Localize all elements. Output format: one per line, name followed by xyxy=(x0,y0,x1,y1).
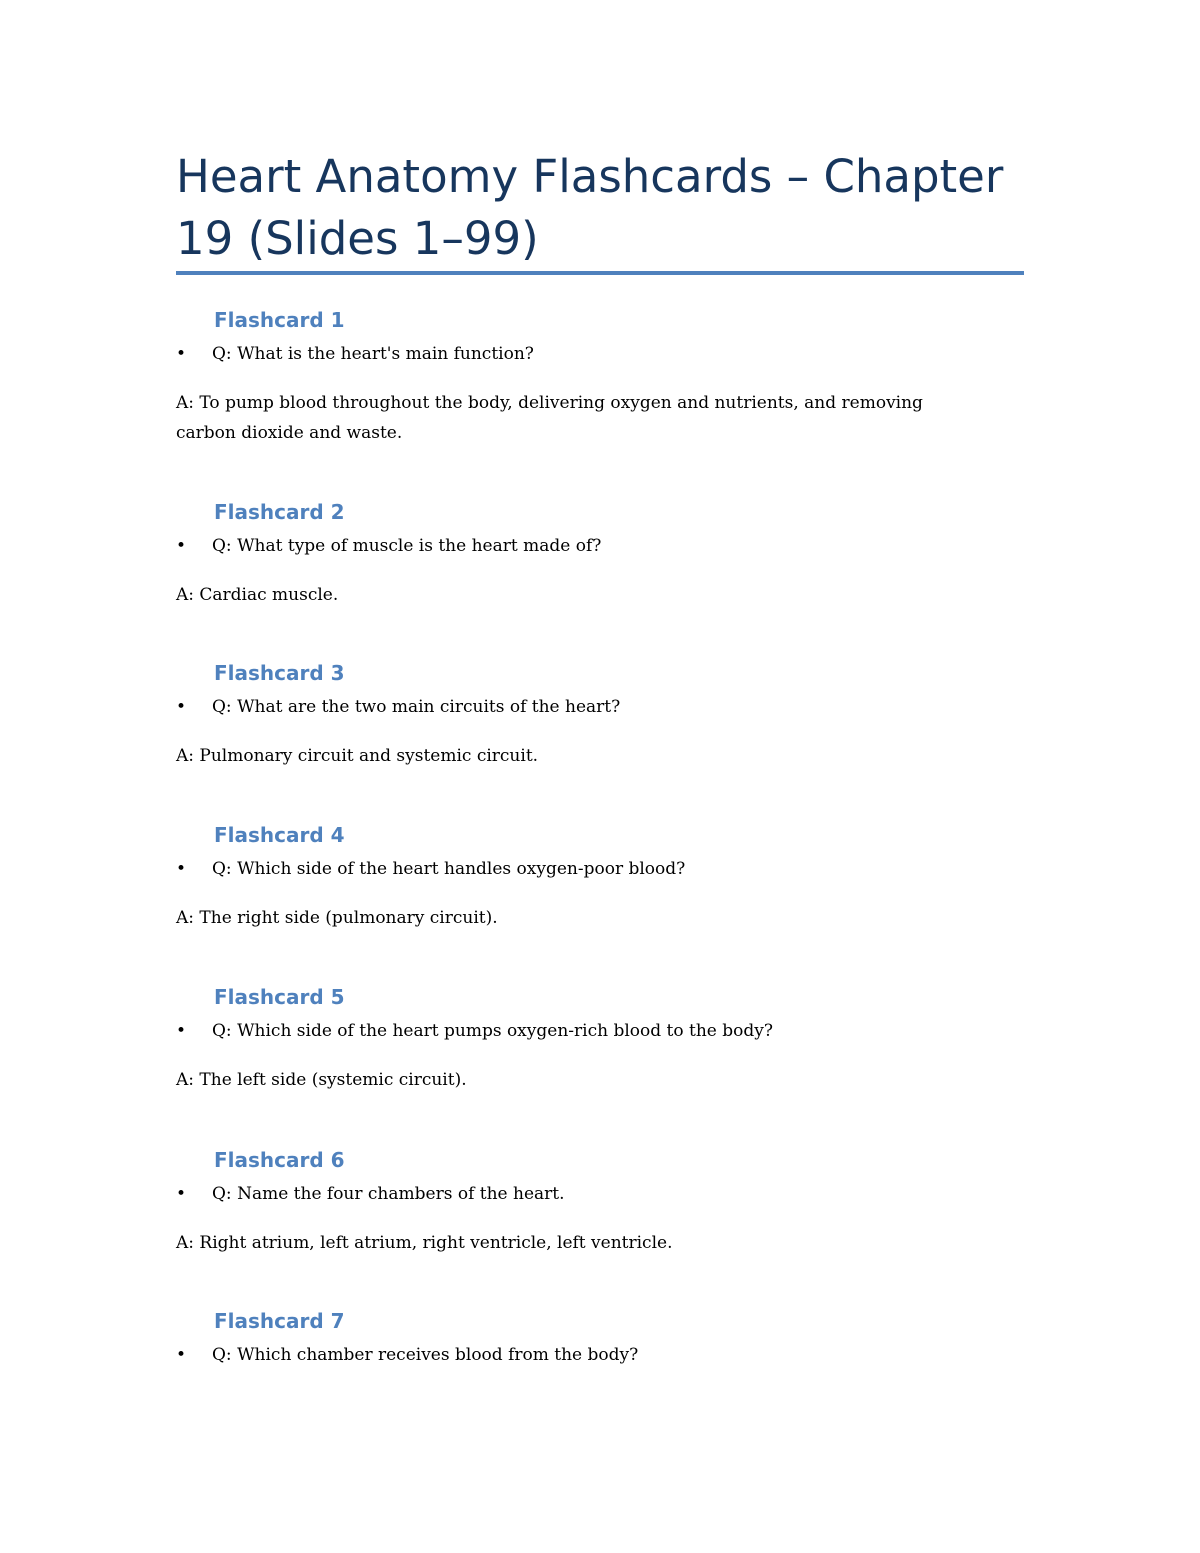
question-text: Q: Which side of the heart pumps oxygen-rich blood to the body? xyxy=(212,1021,773,1041)
flashcard-answer: A: Right atrium, left atrium, right ventricle, left ventricle. xyxy=(176,1233,673,1253)
question-text: Q: What is the heart's main function? xyxy=(212,344,534,364)
bullet-icon: • xyxy=(176,859,187,879)
question-text: Q: Which side of the heart handles oxygen-poor blood? xyxy=(212,859,686,879)
flashcard-heading: Flashcard 5 xyxy=(214,985,345,1009)
question-text: Q: What type of muscle is the heart made of? xyxy=(212,536,602,556)
flashcard-answer: A: Pulmonary circuit and systemic circuit. xyxy=(176,746,539,766)
bullet-icon: • xyxy=(176,1184,187,1204)
question-text: Q: Name the four chambers of the heart. xyxy=(212,1184,565,1204)
title-underline-divider xyxy=(176,271,1024,275)
flashcard-heading: Flashcard 1 xyxy=(214,308,345,332)
bullet-icon: • xyxy=(176,344,187,364)
bullet-icon: • xyxy=(176,1021,187,1041)
flashcard-heading: Flashcard 7 xyxy=(214,1309,345,1333)
bullet-icon: • xyxy=(176,536,187,556)
document-title: Heart Anatomy Flashcards – Chapter 19 (Slides 1–99) xyxy=(176,150,1004,265)
flashcard-heading: Flashcard 4 xyxy=(214,823,345,847)
flashcard-answer: A: To pump blood throughout the body, delivering oxygen and nutrients, and removing carbon dioxide and waste. xyxy=(176,393,923,443)
flashcard-heading: Flashcard 3 xyxy=(214,661,345,685)
flashcard-answer: A: Cardiac muscle. xyxy=(176,585,339,605)
flashcard-heading: Flashcard 2 xyxy=(214,500,345,524)
flashcard-heading: Flashcard 6 xyxy=(214,1148,345,1172)
question-text: Q: What are the two main circuits of the heart? xyxy=(212,697,621,717)
bullet-icon: • xyxy=(176,697,187,717)
question-text: Q: Which chamber receives blood from the body? xyxy=(212,1345,639,1365)
bullet-icon: • xyxy=(176,1345,187,1365)
flashcard-answer: A: The right side (pulmonary circuit). xyxy=(176,908,498,928)
flashcard-answer: A: The left side (systemic circuit). xyxy=(176,1070,467,1090)
